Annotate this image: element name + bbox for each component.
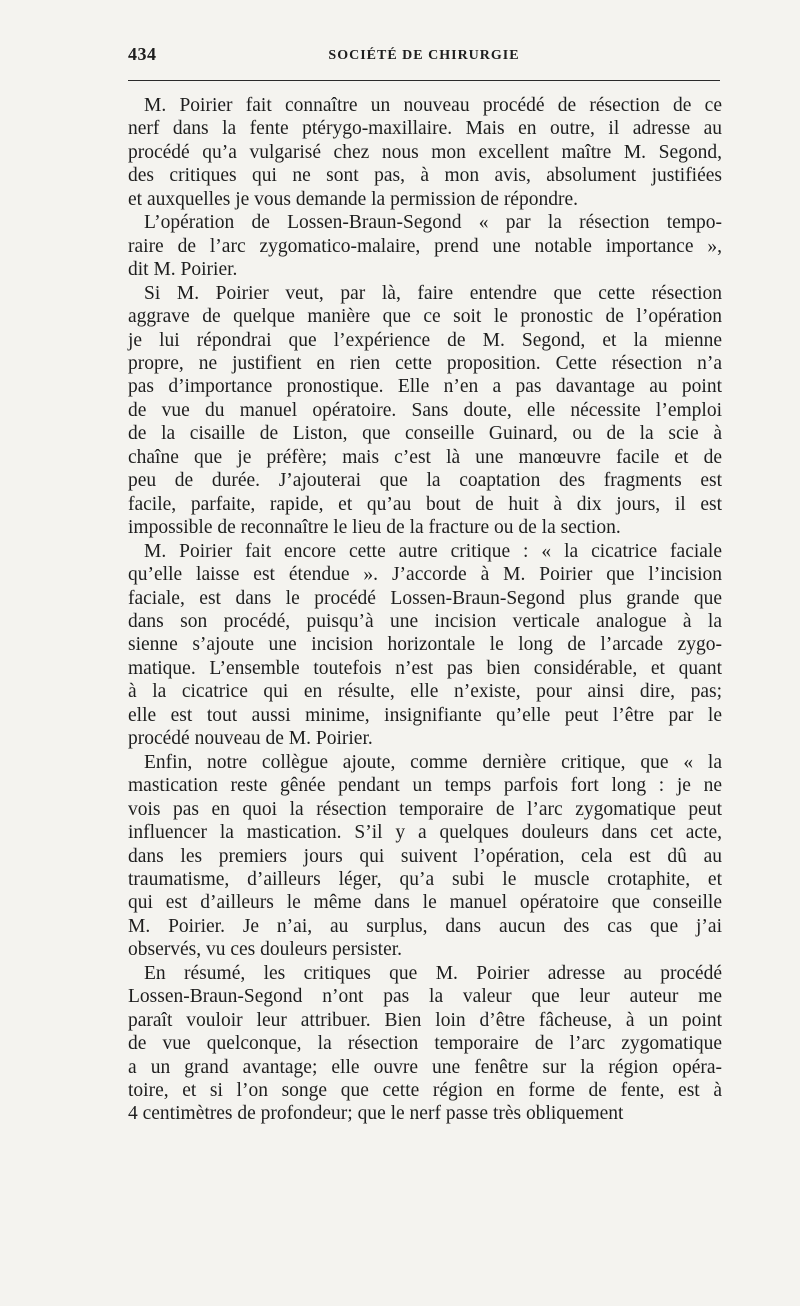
text-line: faciale, est dans le procédé Lossen-Braun-Segond plus grande que [128, 587, 722, 609]
text-line: dit M. Poirier. [128, 259, 238, 281]
paragraph [128, 282, 722, 540]
paragraph [128, 94, 722, 211]
running-head: SOCIÉTÉ DE CHIRURGIE [328, 48, 520, 63]
text-line: 4 centimètres de profondeur; que le nerf passe très obliquement [128, 1103, 624, 1125]
text-line: des critiques qui ne sont pas, à mon avis, absolument justifiées [128, 165, 722, 187]
text-line: impossible de reconnaître le lieu de la fracture ou de la section. [128, 517, 621, 539]
text-line: M. Poirier fait connaître un nouveau procédé de résection de ce [144, 95, 722, 116]
paragraph [128, 751, 722, 962]
header-rule [128, 80, 720, 81]
text-line: a un grand avantage; elle ouvre une fenêtre sur la région opéra- [128, 1056, 722, 1078]
text-line: pas d’importance pronostique. Elle n’en a pas davantage au point [128, 376, 722, 398]
page-header [128, 44, 720, 68]
text-line: sienne s’ajoute une incision horizontale le long de l’arcade zygo- [128, 634, 722, 656]
text-line: chaîne que je préfère; mais c’est là une manœuvre facile et de [128, 446, 722, 468]
text-line: paraît vouloir leur attribuer. Bien loin d’être fâcheuse, à un point [128, 1009, 722, 1031]
text-line: et auxquelles je vous demande la permission de répondre. [128, 188, 578, 210]
text-line: influencer la mastication. S’il y a quelques douleurs dans cet acte, [128, 822, 722, 844]
text-line: M. Poirier. Je n’ai, au surplus, dans aucun des cas que j’ai [128, 915, 722, 937]
text-line: M. Poirier fait encore cette autre critique : « la cicatrice faciale [144, 540, 722, 562]
text-line: L’opération de Lossen-Braun-Segond « par la résection tempo- [144, 212, 722, 234]
text-line: vois pas en quoi la résection temporaire de l’arc zygomatique peut [128, 798, 722, 820]
text-line: propre, ne justifient en rien cette proposition. Cette résection n’a [128, 352, 722, 374]
text-line: procédé nouveau de M. Poirier. [128, 728, 373, 750]
text-line: Si M. Poirier veut, par là, faire entendre que cette résection [144, 282, 722, 304]
text-line: qui est d’ailleurs le même dans le manuel opératoire que conseille [128, 892, 722, 914]
text-line: qu’elle laisse est étendue ». J’accorde à M. Poirier que l’incision [128, 564, 722, 586]
body-text [128, 94, 722, 1126]
text-line: traumatisme, d’ailleurs léger, qu’a subi le muscle crotaphite, et [128, 868, 722, 890]
text-line: dans les premiers jours qui suivent l’opération, cela est dû au [128, 845, 722, 867]
text-line: peu de durée. J’ajouterai que la coaptation des fragments est [128, 470, 722, 492]
text-line: à la cicatrice qui en résulte, elle n’existe, pour ainsi dire, pas; [128, 681, 722, 703]
text-line: En résumé, les critiques que M. Poirier adresse au procédé [144, 962, 722, 984]
paragraph [128, 962, 722, 1126]
text-line: de vue du manuel opératoire. Sans doute, elle nécessite l’emploi [128, 399, 722, 421]
text-line: matique. L’ensemble toutefois n’est pas bien considérable, et quant [128, 657, 722, 679]
text-line: facile, parfaite, rapide, et qu’au bout de huit à dix jours, il est [128, 493, 722, 515]
text-line: observés, vu ces douleurs persister. [128, 939, 403, 961]
text-line: aggrave de quelque manière que ce soit le pronostic de l’opération [128, 306, 722, 328]
text-line: de la cisaille de Liston, que conseille Guinard, ou de la scie à [128, 423, 722, 445]
paragraph [128, 211, 722, 281]
paragraph [128, 540, 722, 751]
text-line: raire de l’arc zygomatico-malaire, prend une notable importance », [128, 235, 722, 257]
text-line: elle est tout aussi minime, insignifiante qu’elle peut l’être par le [128, 704, 722, 726]
text-line: nerf dans la fente ptérygo-maxillaire. Mais en outre, il adresse au [128, 118, 722, 140]
text-line: toire, et si l’on songe que cette région en forme de fente, est à [128, 1080, 722, 1102]
text-line: dans son procédé, puisqu’à une incision verticale analogue à la [128, 610, 722, 632]
text-line: mastication reste gênée pendant un temps parfois fort long : je ne [128, 775, 722, 797]
text-line: Lossen-Braun-Segond n’ont pas la valeur que leur auteur me [128, 986, 722, 1008]
text-line: de vue quelconque, la résection temporaire de l’arc zygomatique [128, 1033, 722, 1055]
text-line: procédé qu’a vulgarisé chez nous mon excellent maître M. Segond, [128, 141, 722, 163]
text-line: je lui répondrai que l’expérience de M. Segond, et la mienne [128, 329, 722, 351]
page-number: 434 [128, 44, 157, 64]
text-line: Enfin, notre collègue ajoute, comme dernière critique, que « la [144, 751, 722, 773]
